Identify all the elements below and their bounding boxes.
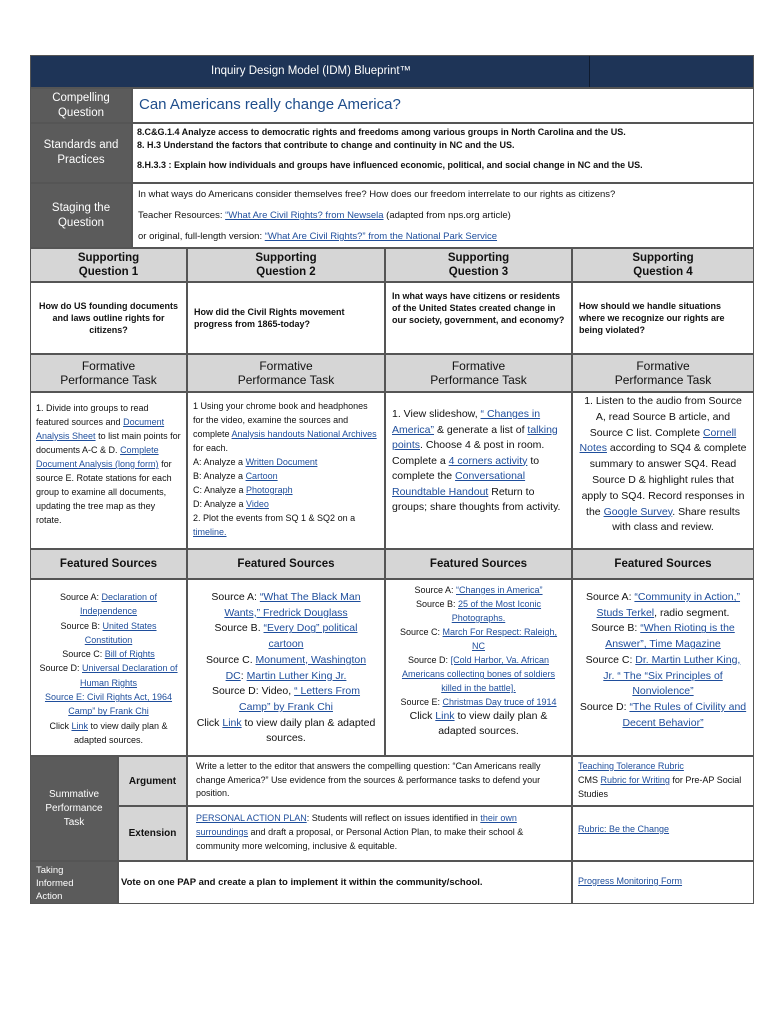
staging-label: Staging the Question <box>30 183 132 248</box>
own-surroundings-link[interactable]: their own surroundings <box>196 813 517 837</box>
task-1-part-b: to list main points for documents A-C & D. <box>36 431 181 455</box>
changes-in-america-link[interactable]: “Changes in America” <box>456 585 543 595</box>
sources-2-text <box>196 590 376 747</box>
cold-harbor-link[interactable]: [Cold Harbor, Va. African Americans collecting bones of soldiers killed in the battle]. <box>401 655 556 693</box>
task-2-step-2: 2. Plot the events from SQ 1 & SQ2 on a <box>193 513 356 523</box>
compelling-label: Compelling Question <box>30 88 132 123</box>
newsela-note: (adapted from nps.org article) <box>386 210 511 221</box>
task-3-part-d: to complete the <box>392 454 540 482</box>
document-analysis-long-link[interactable]: Complete Document Analysis (long form) <box>36 445 159 469</box>
source-3-daily-plan <box>394 709 563 739</box>
sq-header-1: Supporting Question 1 <box>30 248 187 282</box>
fpt-header-3: Formative Performance Task <box>385 354 572 392</box>
sources-1 <box>30 579 187 756</box>
source-1e <box>36 690 181 719</box>
staging-line-1: In what ways do Americans consider themselves free? How does our freedom interrelate to our rights as citizens? <box>138 189 616 200</box>
title-bar-divider <box>589 56 590 88</box>
fpt-header-1: Formative Performance Task <box>30 354 187 392</box>
task-1-text <box>36 401 181 527</box>
task-2-d-label: D: Analyze a <box>193 499 244 509</box>
task-3-intro: 1. View slideshow, <box>392 408 478 420</box>
source-3e <box>394 695 563 709</box>
task-4-intro: 1. Listen to the audio from Source A, read Source B article, and Source C list. Complete <box>584 395 742 439</box>
sources-3-text <box>394 583 563 739</box>
national-archives-link[interactable]: Analysis handouts National Archives <box>231 429 377 439</box>
standards-content <box>132 123 754 183</box>
sources-1-text <box>36 590 181 747</box>
source-3e-label: Source E: <box>400 697 440 707</box>
sq-question-2-text: How did the Civil Rights movement progress from 1865-today? <box>194 307 345 329</box>
task-2-b-label: B: Analyze a <box>193 471 244 481</box>
four-corners-link[interactable]: 4 corners activity <box>448 454 528 467</box>
six-principles-link[interactable]: Dr. Martin Luther King, Jr. “ The “Six Principles of Nonviolence” <box>603 653 741 698</box>
rioting-answer-link[interactable]: “When Rioting is the Answer”, Time Magazine <box>605 622 735 651</box>
task-1-intro: 1. Divide into groups to read featured sources and <box>36 403 149 427</box>
task-2-text <box>193 399 379 539</box>
be-the-change-rubric-link[interactable]: Rubric: Be the Change <box>578 824 670 834</box>
roundtable-handout-link[interactable]: Conversational Roundtable Handout <box>392 470 526 498</box>
every-dog-link[interactable]: “Every Dog” political cartoon <box>263 622 358 651</box>
daily-plan-link-1[interactable]: Link <box>71 720 88 731</box>
source-2-daily-plan <box>196 716 376 747</box>
extension-text <box>187 806 572 861</box>
staging-line-3 <box>138 226 748 247</box>
personal-action-plan-link[interactable]: PERSONAL ACTION PLAN <box>196 813 307 823</box>
source-3a-label: Source A: <box>414 585 454 595</box>
staging-line-2 <box>138 205 748 226</box>
click-label-1: Click <box>49 720 69 731</box>
source-2d <box>196 684 376 715</box>
extension-label: Extension <box>118 806 187 861</box>
argument-rubrics <box>572 756 754 806</box>
source-4b-label: Source B: <box>591 622 638 635</box>
task-2-for-each: for each. <box>193 443 229 453</box>
mlk-monument-link[interactable]: Martin Luther King Jr. <box>246 669 347 682</box>
source-3a <box>394 583 563 597</box>
extension-text-body <box>196 811 563 853</box>
summative-label <box>30 756 118 861</box>
source-1c-label: Source C: <box>62 649 103 660</box>
source-4a-note: , radio segment. <box>654 606 730 619</box>
source-2c-colon: : <box>240 669 244 682</box>
sources-2 <box>187 579 385 756</box>
sq-header-4: Supporting Question 4 <box>572 248 754 282</box>
task-4-part-c: . Share results with class and review. <box>612 505 740 534</box>
argument-label: Argument <box>118 756 187 806</box>
staging-content <box>132 183 754 248</box>
task-1 <box>30 392 187 549</box>
source-1-daily-plan <box>36 719 181 748</box>
source-4a <box>579 590 747 621</box>
sq-question-4 <box>572 282 754 354</box>
source-4b <box>579 621 747 652</box>
declaration-independence-link[interactable]: Declaration of Independence <box>79 592 158 617</box>
sq-question-1-text: How do US founding documents and laws outline rights for citizens? <box>39 301 178 335</box>
standards-label: Standards and Practices <box>30 123 132 183</box>
daily-plan-note-2: to view daily plan & adapted sources. <box>244 716 376 745</box>
argument-text <box>187 756 572 806</box>
fs-header-4: Featured Sources <box>572 549 754 579</box>
source-1a-label: Source A: <box>59 592 99 602</box>
bill-of-rights-link[interactable]: Bill of Rights <box>104 649 155 660</box>
task-2 <box>187 392 385 549</box>
community-in-action-link[interactable]: “Community in Action,” Studs Terkel <box>596 591 741 619</box>
fpt-header-2: Formative Performance Task <box>187 354 385 392</box>
task-4-part-b: according to SQ4 & complete summary to answer SQ4. Read Source D & highlight rules that apply to SQ4. Record responses in the <box>581 442 747 518</box>
source-4a-label: Source A: <box>585 591 632 603</box>
source-2b-label: Source B. <box>214 622 261 635</box>
source-2b <box>196 621 376 652</box>
civil-rights-act-link[interactable]: Source E: Civil Rights Act, 1964 Camp” by Frank Chi <box>44 692 173 717</box>
sq-question-1 <box>30 282 187 354</box>
sources-4-text <box>579 590 747 731</box>
standard-1: 8.C&G.1.4 Analyze access to democratic rights and freedoms among various groups in North Carolina and the US. <box>137 127 626 137</box>
original-version-label: or original, full-length version: <box>138 231 263 242</box>
fs-header-3: Featured Sources <box>385 549 572 579</box>
rubric-line-2 <box>578 773 748 801</box>
source-2c-label: Source C. <box>205 653 253 666</box>
black-man-wants-link[interactable]: “What The Black Man Wants,” Fredrick Douglass <box>224 591 361 619</box>
document-analysis-sheet-link[interactable]: Document Analysis Sheet <box>36 417 165 441</box>
written-document-link[interactable]: Written Document <box>245 457 318 467</box>
sq-question-3-text: In what ways have citizens or residents of the United States created change in our society, government, and economy? <box>392 291 565 325</box>
taking-action-form <box>572 861 754 904</box>
click-label-3: Click <box>409 710 433 722</box>
task-4 <box>572 392 754 549</box>
summative-label-text: Summative Performance Task <box>45 788 103 828</box>
task-1-part-c: for source E. Rotate stations for each group to examine all documents, updating the tree map as they rotate. <box>36 459 172 525</box>
source-4c <box>579 653 747 700</box>
source-2d-label: Source D: Video, <box>211 685 292 698</box>
source-2a-label: Source A: <box>211 591 257 603</box>
teaching-tolerance-rubric-link[interactable]: Teaching Tolerance Rubric <box>578 761 684 771</box>
daily-plan-note-1: to view daily plan & adapted sources. <box>73 720 168 745</box>
teacher-resources-label: Teacher Resources: <box>138 210 223 221</box>
taking-action-label-text: Taking Informed Action <box>36 865 74 902</box>
constitution-link[interactable]: United States Constitution <box>84 620 157 645</box>
source-3c-label: Source C: <box>399 627 440 637</box>
compelling-question <box>132 88 754 123</box>
nps-link[interactable]: “What Are Civil Rights?” from the National Park Service <box>264 231 498 242</box>
cornell-notes-link[interactable]: Cornell Notes <box>579 426 737 455</box>
source-3d-label: Source D: <box>408 655 449 665</box>
extension-text-a: : Students will reflect on issues identified in <box>306 813 478 823</box>
fs-header-1: Featured Sources <box>30 549 187 579</box>
source-4d-label: Source D: <box>579 700 627 713</box>
timeline-link[interactable]: timeline. <box>193 527 227 537</box>
fs-header-2: Featured Sources <box>187 549 385 579</box>
sq-header-2: Supporting Question 2 <box>187 248 385 282</box>
rubric-line-1 <box>578 759 748 773</box>
udhr-link[interactable]: Universal Declaration of Human Rights <box>79 663 178 688</box>
march-for-respect-link[interactable]: March For Respect: Raleigh, NC <box>442 627 558 651</box>
rules-of-civility-link[interactable]: “The Rules of Civility and Decent Behavior” <box>622 700 747 729</box>
sq-question-2 <box>187 282 385 354</box>
progress-monitoring-form-link[interactable]: Progress Monitoring Form <box>578 876 683 886</box>
source-1a <box>36 590 181 619</box>
cartoon-link[interactable]: Cartoon <box>245 471 278 481</box>
sq-header-3: Supporting Question 3 <box>385 248 572 282</box>
task-2-c-label: C: Analyze a <box>193 485 244 495</box>
source-1b-label: Source B: <box>60 620 100 631</box>
source-1d <box>36 661 181 690</box>
letters-from-camp-link[interactable]: “ Letters From Camp” by Frank Chi <box>239 685 361 713</box>
task-2-intro: 1 Using your chrome book and headphones for the video, examine the sources and complete <box>193 401 368 439</box>
extension-text-b: and draft a proposal, or Personal Action Plan, to make their school & community more welcoming, inclusive & equitable. <box>196 827 524 851</box>
source-3c <box>394 625 563 653</box>
video-link[interactable]: Video <box>246 499 269 509</box>
google-survey-link[interactable]: Google Survey <box>603 505 673 518</box>
source-2c <box>196 653 376 684</box>
iconic-photographs-link[interactable]: 25 of the Most Iconic Photographs. <box>451 599 542 623</box>
source-3b <box>394 597 563 625</box>
rubric-for-writing-note: for Pre-AP Social Studies <box>578 775 742 799</box>
task-3 <box>385 392 572 549</box>
standard-2: 8. H.3 Understand the factors that contribute to change and continuity in NC and the US. <box>137 139 515 150</box>
source-1c <box>36 647 181 661</box>
task-2-a-label: A: Analyze a <box>193 457 244 467</box>
daily-plan-link-2[interactable]: Link <box>222 716 242 729</box>
sq-question-3 <box>385 282 572 354</box>
task-3-text <box>392 407 565 516</box>
source-1d-label: Source D: <box>39 663 80 674</box>
photograph-link[interactable]: Photograph <box>246 485 293 495</box>
source-4c-label: Source C: <box>585 653 633 666</box>
title-bar <box>30 55 754 88</box>
rubric-for-writing-link[interactable]: Rubric for Writing <box>600 775 670 785</box>
click-label-2: Click <box>196 716 220 729</box>
source-1b <box>36 619 181 648</box>
source-3b-label: Source B: <box>415 599 456 609</box>
task-3-part-c: . Choose 4 & post in room. Complete a <box>392 439 545 467</box>
task-3-part-e: Return to groups; share thoughts from activity. <box>392 485 561 513</box>
sq-question-4-text: How should we handle situations where we recognize our rights are being violated? <box>579 301 725 335</box>
daily-plan-note-3: to view daily plan & adapted sources. <box>438 710 548 737</box>
blueprint-title: Inquiry Design Model (IDM) Blueprint™ <box>211 65 412 77</box>
argument-text-body: Write a letter to the editor that answers the compelling question: “Can Americans really change America?” Use evidence from the sources & performance tasks to defend your position. <box>196 761 541 798</box>
taking-action-text <box>118 861 572 904</box>
source-2a <box>196 590 376 621</box>
taking-action-text-body: Vote on one PAP and create a plan to implement it within the community/school. <box>121 877 483 888</box>
newsela-link[interactable]: “What Are Civil Rights? from Newsela <box>225 210 384 221</box>
daily-plan-link-3[interactable]: Link <box>435 710 455 722</box>
cms-label: CMS <box>578 775 598 785</box>
compelling-question-text: Can Americans really change America? <box>139 96 401 113</box>
extension-rubric <box>572 806 754 861</box>
source-3d <box>394 653 563 695</box>
monument-link[interactable]: Monument, Washington DC <box>225 653 367 682</box>
changes-in-america-slideshow-link[interactable]: “ Changes in America” <box>392 408 541 436</box>
sources-4 <box>572 579 754 756</box>
source-4d <box>579 700 747 731</box>
taking-action-label <box>30 861 118 904</box>
task-3-part-b: & generate a list of <box>436 423 525 436</box>
task-4-text <box>579 394 747 536</box>
sources-3 <box>385 579 572 756</box>
talking-points-link[interactable]: talking points <box>392 423 558 451</box>
fpt-header-4: Formative Performance Task <box>572 354 754 392</box>
standard-3: 8.H.3.3 : Explain how individuals and groups have influenced economic, political, and social change in NC and the US. <box>137 160 643 170</box>
christmas-truce-link[interactable]: Christmas Day truce of 1914 <box>442 697 557 707</box>
